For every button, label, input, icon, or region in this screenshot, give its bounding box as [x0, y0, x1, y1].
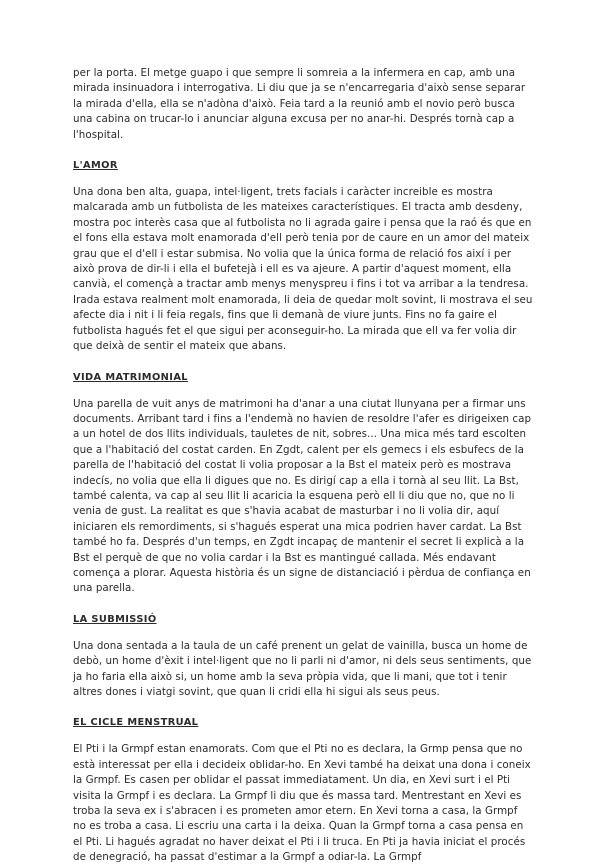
section-heading-vida-matrimonial: VIDA MATRIMONIAL [73, 371, 188, 383]
spacer [73, 143, 533, 159]
spacer [73, 597, 533, 613]
cicle-menstrual-paragraph: El Pti i la Grmpf estan enamorats. Com que el Pti no es declara, la Grmp pensa que no està interessat per ella i decideix oblidar-ho. En Xevi també ha deixat una dona i coneix la Grmpf. Es casen per oblidar el passat immediatament. Un dia, en Xevi surt i el Pti visita la Grmpf i es declara. La Grmpf li diu que és massa tard. Mentrestant en Xevi es troba la seva ex i s'abracen i es prometen amor etern. En Xevi torna a casa, la Grmpf no es troba a casa. Li escriu una carta i la deixa. Quan la Grmpf torna a casa pensa en el Pti. Li hagués agradat no haver deixat el Pti i li truca. En Pti ja havia iniciat el procés de denegració, ha passat d'estimar a la Grmpf a odiar-la. La Grmpf [73, 743, 531, 864]
section-heading-amor: L'AMOR [73, 160, 118, 172]
spacer [73, 355, 533, 371]
amor-paragraph-2: Irada estava realment molt enamorada, li deia de quedar molt sovint, li mostrava el seu afecte dia i nit i li feia regals, fins que li demanà de viure junts. Fins no fa gaire el futbolista hagués fet el que sigui per aconseguir-ho. La mirada que ell va fer volia dir que deixà de sentir el mateix que abans. [73, 293, 533, 353]
spacer [73, 700, 533, 716]
spacer [73, 385, 533, 397]
spacer [73, 627, 533, 639]
document-page [73, 66, 533, 866]
vida-matrimonial-paragraph: Una parella de vuit anys de matrimoni ha d'anar a una ciutat llunyana per a firmar uns documents. Arribant tard i fins a l'endemà no havien de resoldre l'afer es dirigeixen cap a un hotel de dos llits individuals, tauletes de nit, sobres... Una mica més tard escolten que a l'habitació del costat carden. En Zgdt, calent per els gemecs i els esbufecs de la parella de l'habitació del costat li volia proposar a la Bst el mateix però es mostrava indecís, no volia que ella li digues que no. Es dirigí cap a ella i tornà al seu llit. La Bst, també calenta, va cap al seu llit li acaricia la esquena però ell li diu que no, que no li venia de gust. La realitat es que s'havia acabat de masturbar i no li volia dir, aquí iniciaren els remordiments, si s'hagués esperat una mica podrien haver cardat. La Bst també ho fa. Després d'un temps, en Zgdt incapaç de mantenir el secret li explicà a la Bst el perquè de que no volia cardar i la Bst es mantingué callada. Més endavant comença a plorar. Aquesta història és un signe de distanciació i pèrdua de confiança en una parella. [73, 397, 532, 595]
section-heading-submissio: LA SUBMISSIÓ [73, 613, 157, 625]
spacer [73, 173, 533, 185]
intro-paragraph: per la porta. El metge guapo i que sempre li somreia a la infermera en cap, amb una mirada insinuadora i interrogativa. Li diu que ja se n'encarregaria d'això sense separar la mirada d'ella, ella se n'adòna d'això. Feia tard a la reunió amb el novio però busca una cabina on trucar-lo i anunciar alguna excusa per no anar-hi. Després tornà cap a l'hospital. [73, 67, 526, 141]
amor-paragraph-1: Una dona ben alta, guapa, intel·ligent, trets facials i caràcter increible es mostra malcarada amb un futbolista de les mateixes característiques. El tracta amb desdeny, mostra poc interès casa que al futbolista no li agrada gaire i pensa que la raó és que en el fons ella estava molt enamorada d'ell però tenia por de caure en un amor del mateix grau que el d'ell i estar submisa. No volia que la única forma de relació fos així i per això prova de dir-li i ella el bufetejà i ell es va ajeure. A partir d'aquest moment, ella canvià, el començà a tractar amb menys menyspreu i fins i tot va arribar a la tendresa. [73, 186, 532, 291]
spacer [73, 730, 533, 742]
section-heading-cicle-menstrual: EL CICLE MENSTRUAL [73, 717, 199, 729]
submissio-paragraph: Una dona sentada a la taula de un café prenent un gelat de vainilla, busca un home de debò, un home d'èxit i intel·ligent que no li parli ni d'amor, ni dels seus sentiments, que ja ho faria ella això si, un home amb la seva pròpia vida, que li mani, que tot i tenir altres dones i viatgi sovint, que quan li cridi ella hi sigui als seus peus. [73, 639, 532, 698]
